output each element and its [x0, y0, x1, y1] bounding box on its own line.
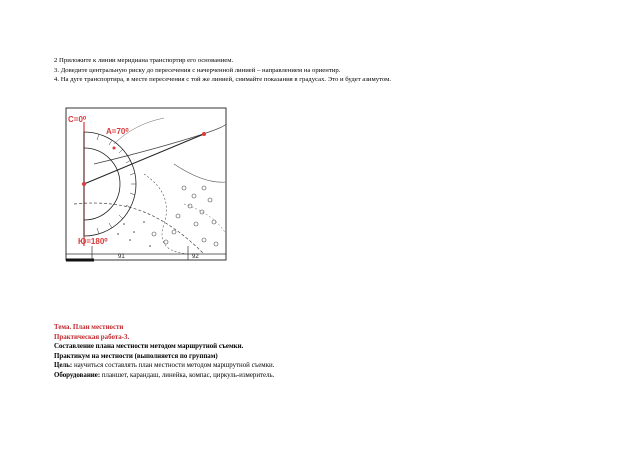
label-south: Ю=180⁰: [78, 237, 108, 246]
lesson-block: [54, 323, 574, 381]
map-protractor-drawing: [54, 104, 230, 262]
landmark-point: [202, 132, 206, 136]
instruction-steps: [54, 56, 614, 85]
step-3: 3. Доведите центральную риску до пересечения с начерченной линией – направлением на ориентир.: [54, 66, 341, 74]
step-4: 4. На дуге транспортира, в месте пересечения с той же линией, снимайте показания в градусах. Это и будет азимутом.: [54, 76, 392, 84]
goal-text: научиться составлять план местности методом маршрутной съемки.: [72, 362, 275, 370]
map-number-left: 91: [118, 254, 125, 260]
equipment-line: [54, 371, 574, 381]
label-north: С=0⁰: [68, 115, 87, 124]
workshop-line: Практикум на местности (выполняется по группам): [54, 352, 218, 360]
origin-point: [82, 182, 86, 186]
lesson-title: Составление плана местности методом маршрутной съемки.: [54, 343, 244, 351]
practical-heading: Практическая работа-3.: [54, 333, 130, 341]
equipment-label: Оборудование:: [54, 371, 101, 379]
label-azimuth: А=70⁰: [106, 127, 129, 136]
goal-label: Цель:: [54, 362, 73, 370]
azimuth-figure: [54, 104, 230, 262]
equipment-text: планшет, карандаш, линейка, компас, циркуль-измеритель.: [100, 371, 275, 379]
goal-line: [54, 361, 574, 371]
step-2: 2 Приложите к линии меридиана транспортир его основанием.: [54, 57, 234, 64]
map-number-right: 92: [192, 254, 199, 260]
topic-heading: Тема. План местности: [54, 324, 124, 331]
